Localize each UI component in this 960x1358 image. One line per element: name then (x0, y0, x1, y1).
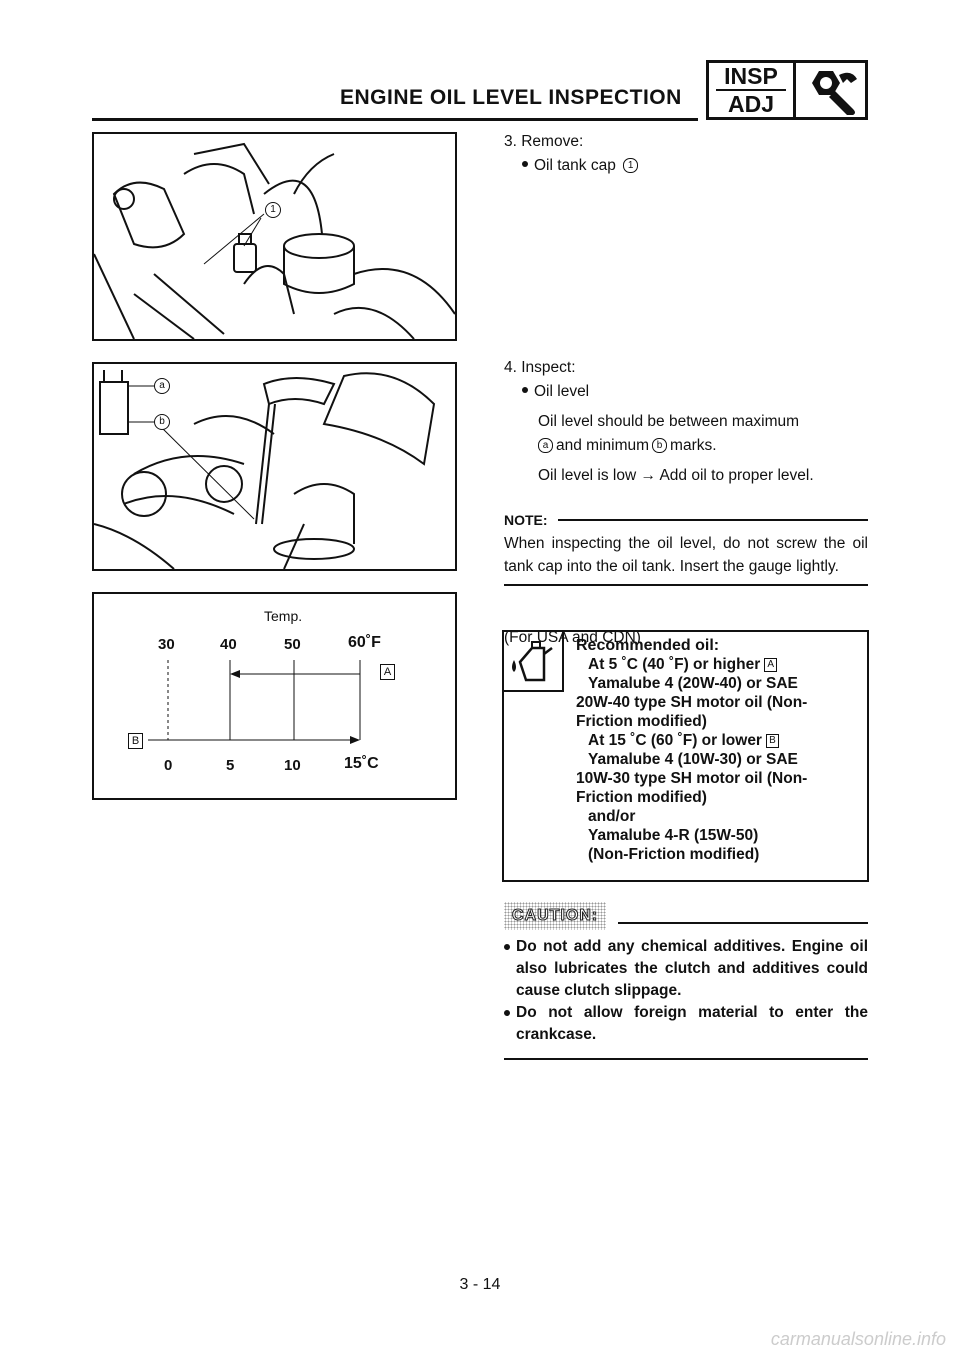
c-tick-10: 10 (284, 757, 301, 774)
rec-line-7: 10W-30 type SH motor oil (Non- (576, 770, 808, 787)
step-3-item-text: Oil tank cap (534, 157, 616, 174)
chart-title: Temp. (264, 608, 303, 624)
badge-bottom: ADJ (727, 91, 774, 117)
recommended-oil-box (502, 630, 869, 882)
badge-top: INSP (724, 63, 778, 89)
rec-line-6: Yamalube 4 (10W-30) or SAE (588, 751, 798, 768)
step-4-heading: 4. Inspect: (504, 359, 576, 376)
step-3 (504, 130, 868, 178)
label-b: B (128, 733, 143, 749)
step-4-line-2-end: marks. (670, 437, 717, 454)
c-tick-5: 5 (226, 757, 235, 774)
rec-line-5 (588, 731, 866, 750)
rec-line-1 (588, 655, 866, 674)
rec-heading: Recommended oil: (576, 637, 720, 654)
caution-list (504, 936, 868, 1046)
rec-line-4: Friction modified) (576, 713, 707, 730)
rec-line-1-text: At 5 ˚C (40 ˚F) or higher (588, 656, 761, 673)
figure-dipstick (92, 362, 457, 571)
ref-box-b: B (766, 734, 779, 748)
c-tick-15: 15˚C (344, 755, 379, 772)
ref-a: a (538, 438, 553, 453)
rec-line-8: Friction modified) (576, 789, 707, 806)
step-4-line-3: Oil level is low → Add oil to proper level. (538, 467, 814, 484)
caution-item-1-text: Do not add any chemical additives. Engine oil also lubricates the clutch and additives could cause clutch slippage. (516, 938, 868, 999)
rec-line-10: Yamalube 4-R (15W-50) (588, 827, 759, 844)
callout-b: b (154, 414, 170, 430)
watermark: carmanualsonline.info (770, 1329, 946, 1349)
f-tick-50: 50 (284, 636, 301, 653)
note-section (504, 508, 868, 586)
note-label: NOTE: (504, 512, 548, 528)
step-4-line-2-mid: and minimum (556, 437, 650, 454)
ref-b: b (652, 438, 667, 453)
badge-text (709, 63, 796, 117)
figure-oil-tank-cap (92, 132, 457, 341)
figure-temperature-chart (92, 592, 457, 800)
step-4-item-text: Oil level (534, 383, 590, 400)
c-tick-0: 0 (164, 757, 173, 774)
f-tick-60: 60˚F (348, 634, 381, 651)
callout-a: a (154, 378, 170, 394)
region-label: (For USA and CDN) (504, 629, 641, 646)
caution-item-2 (504, 1002, 868, 1046)
header-rule (92, 118, 698, 121)
step-3-heading: 3. Remove: (504, 133, 584, 150)
section-badge (706, 60, 868, 120)
rec-line-3: 20W-40 type SH motor oil (Non- (576, 694, 808, 711)
caution-section (504, 902, 868, 1060)
rec-line-2: Yamalube 4 (20W-40) or SAE (588, 675, 798, 692)
oil-can-icon (504, 632, 564, 692)
step-4-line-1: Oil level should be between maximum (538, 413, 800, 430)
step-4-item (504, 380, 868, 404)
recommended-oil-text (576, 636, 866, 864)
step-3-item (504, 154, 868, 178)
step-4-line-2 (504, 434, 868, 458)
page-number: 3 - 14 (459, 1276, 501, 1293)
label-a: A (380, 664, 395, 680)
caution-item-2-text: Do not allow foreign material to enter the crankcase. (516, 1004, 868, 1043)
caution-label: CAUTION: (504, 902, 606, 930)
f-tick-30: 30 (158, 636, 175, 653)
wrench-icon (796, 63, 865, 117)
step-4 (504, 356, 868, 488)
caution-item-1 (504, 936, 868, 1002)
note-text: When inspecting the oil level, do not screw the oil tank cap into the oil tank. Insert the gauge lightly. (504, 535, 868, 575)
rec-line-11: (Non-Friction modified) (588, 846, 760, 863)
rec-line-9: and/or (588, 808, 636, 825)
rec-line-5-text: At 15 ˚C (60 ˚F) or lower (588, 732, 762, 749)
callout-1: 1 (265, 202, 281, 218)
f-tick-40: 40 (220, 636, 237, 653)
ref-1: 1 (623, 158, 638, 173)
ref-box-a: A (764, 658, 777, 672)
page-title: ENGINE OIL LEVEL INSPECTION (340, 86, 682, 109)
